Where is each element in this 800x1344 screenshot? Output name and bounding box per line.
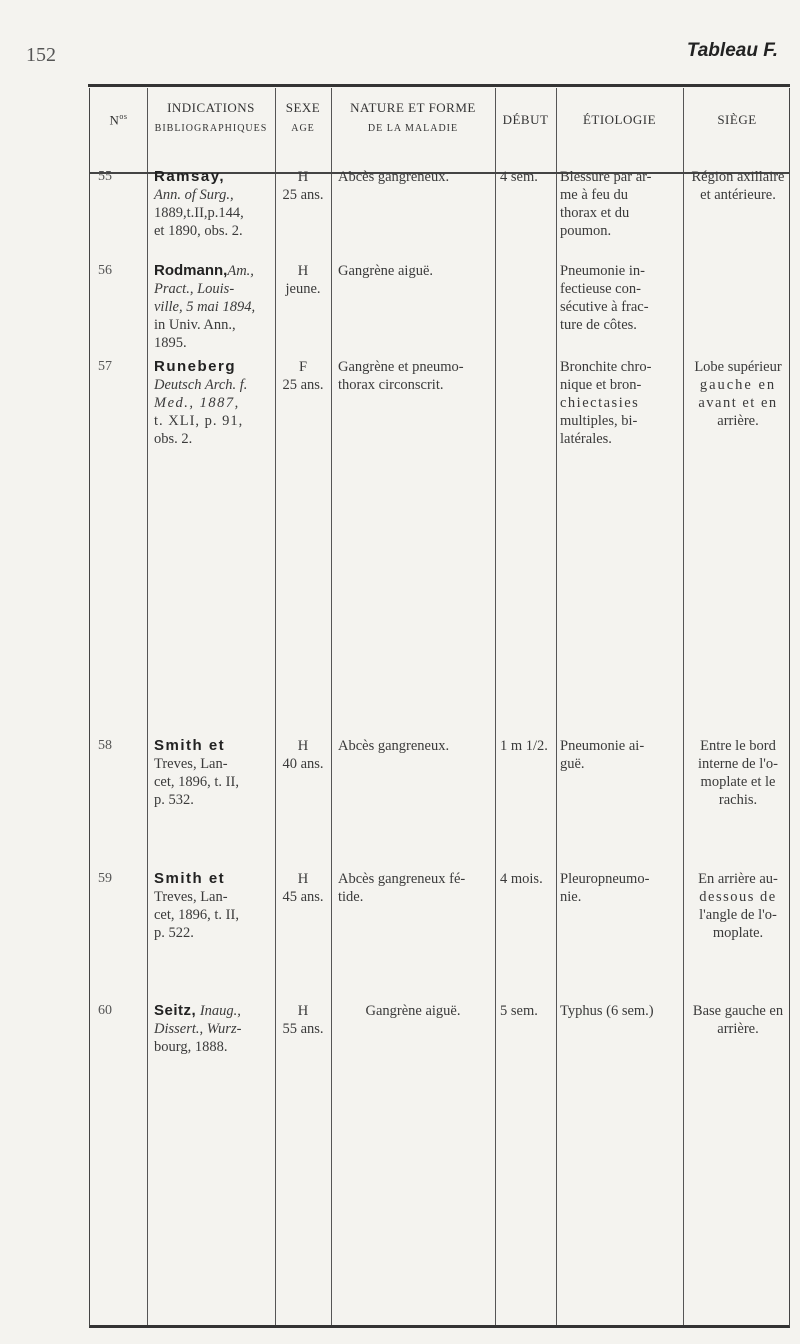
reference-line: Treves, Lan- [154,889,228,905]
sex: H [297,1003,309,1019]
location-line: avant et en [698,395,778,411]
sex: H [297,169,309,185]
column-divider [331,88,332,1325]
row-number: 58 [98,738,112,753]
sex-age [275,262,331,298]
etiology-line: Bronchite chro- [560,359,652,375]
bibliographic-reference [154,870,274,942]
author-name: Rodmann, [154,262,228,279]
sex-age [275,737,331,773]
nature-line: thorax circonscrit. [338,377,444,393]
etiology-line: ture de côtes. [560,317,637,333]
location-line: moplate et le [700,774,776,790]
etiology-line: latérales. [560,431,612,447]
location-line: interne de l'o- [698,756,778,772]
location-line: dessous de [699,889,777,905]
reference-line: t. XLI, p. 91, [154,413,244,429]
disease-nature: Abcès gangreneux. [338,738,450,754]
reference-line: 1889,t.II,p.144, [154,205,244,221]
sex-age [275,358,331,394]
etiology-line: nie. [560,889,582,905]
age: 25 ans. [282,377,324,393]
header-sexe: SEXE AGE [285,100,321,134]
location-line: Base gauche en [692,1003,784,1019]
reference-line: Deutsch Arch. f. [154,377,248,393]
etiology-line: multiples, bi- [560,413,638,429]
author-name: Ramsay, [154,168,226,185]
reference-line: Am., [227,263,254,279]
etiology [560,737,682,773]
location-line: l'angle de l'o- [699,907,777,923]
header-no: $N^{os}$ [109,112,128,128]
location-line: et antérieure. [700,187,776,203]
age: 40 ans. [282,756,324,772]
location [684,358,792,430]
column-divider [683,88,684,1325]
location-line: moplate. [712,925,764,941]
onset: 5 sem. [500,1003,538,1019]
sex: F [298,359,308,375]
etiology-line: Pneumonie in- [560,263,645,279]
location [684,168,792,204]
etiology-line: sécutive à frac- [560,299,649,315]
reference-line: cet, 1896, t. II, [154,907,239,923]
header-nature: NATURE ET FORME DE LA MALADIE [350,100,476,134]
etiology-line: chiectasies [560,395,640,411]
etiology-line: Typhus (6 sem.) [560,1003,654,1019]
header-debut: DÉBUT [502,112,549,127]
bibliographic-reference [154,262,274,352]
disease-nature: Abcès gangreneux. [338,169,450,185]
sex-age [275,870,331,906]
data-table [89,88,790,1328]
sex-age [275,1002,331,1038]
reference-line: Treves, Lan- [154,756,228,772]
header-siege: SIÈGE [717,112,757,127]
etiology-line: me à feu du [560,187,629,203]
column-divider [147,88,148,1325]
location-line: Lobe supérieur [694,359,782,375]
location [684,737,792,809]
location-line: arrière. [717,413,759,429]
header-indications: INDICATIONS BIBLIOGRAPHIQUES [154,100,268,134]
etiology-line: fectieuse con- [560,281,641,297]
author-name: Smith et [154,737,226,754]
disease-nature [338,870,493,906]
reference-line: 1895. [154,335,187,351]
etiology-line: guë. [560,756,585,772]
page-title: Tableau F. [686,40,778,61]
sex: H [297,871,309,887]
author-name: Seitz, [154,1002,197,1019]
age: jeune. [285,281,321,297]
location-line: Région axillaire [691,169,785,185]
reference-line: bourg, 1888. [154,1039,228,1055]
disease-nature: Gangrène aiguë. [338,263,434,279]
sex-age [275,168,331,204]
page-number: 152 [26,44,56,66]
sex: H [297,263,309,279]
etiology [560,1002,684,1020]
author-name: Smith et [154,870,226,887]
reference-line: Inaug., [199,1003,241,1019]
location-line: gauche en [699,377,777,393]
column-divider [556,88,557,1325]
etiology [560,168,682,240]
reference-line: Ann. of Surg., [154,187,234,203]
reference-line: obs. 2. [154,431,193,447]
location-line: En arrière au- [698,871,778,887]
reference-line: in Univ. Ann., [154,317,236,333]
location-line: arrière. [717,1021,759,1037]
location [684,1002,792,1038]
row-number: 56 [98,263,112,278]
age: 45 ans. [282,889,324,905]
author-name: Runeberg [154,358,237,375]
etiology-line: poumon. [560,223,612,239]
nature-line: tide. [338,889,364,905]
etiology [560,262,682,334]
bibliographic-reference [154,358,274,448]
reference-line: p. 532. [154,792,194,808]
etiology [560,358,682,448]
reference-line: p. 522. [154,925,194,941]
bibliographic-reference [154,1002,274,1056]
reference-line: Pract., Louis- [154,281,235,297]
disease-nature: Gangrène aiguë. [365,1003,461,1019]
nature-line: Gangrène et pneumo- [338,359,464,375]
onset: 4 sem. [500,169,538,185]
top-rule [88,84,790,87]
sex: H [297,738,309,754]
location [684,870,792,942]
location-line: rachis. [718,792,758,808]
reference-line: Dissert., Wurz- [154,1021,242,1037]
onset: 1 m 1/2. [500,738,548,754]
etiology-line: Pleuropneumo- [560,871,650,887]
etiology [560,870,682,906]
age: 55 ans. [282,1021,324,1037]
row-number: 59 [98,871,112,886]
location-line: Entre le bord [700,738,776,754]
reference-line: et 1890, obs. 2. [154,223,243,239]
disease-nature [338,358,493,394]
bibliographic-reference [154,168,274,240]
header-etiologie: ÉTIOLOGIE [582,112,657,127]
age: 25 ans. [282,187,324,203]
row-number: 60 [98,1003,112,1018]
column-divider [495,88,496,1325]
nature-line: Abcès gangreneux fé- [338,871,466,887]
etiology-line: nique et bron- [560,377,642,393]
reference-line: ville, 5 mai 1894, [154,299,256,315]
reference-line: Med., 1887, [154,395,240,411]
bibliographic-reference [154,737,274,809]
row-number: 57 [98,359,112,374]
etiology-line: thorax et du [560,205,630,221]
row-number: 55 [98,169,112,184]
reference-line: cet, 1896, t. II, [154,774,239,790]
onset: 4 mois. [500,871,543,887]
etiology-line: Blessure par ar- [560,169,652,185]
etiology-line: Pneumonie ai- [560,738,645,754]
